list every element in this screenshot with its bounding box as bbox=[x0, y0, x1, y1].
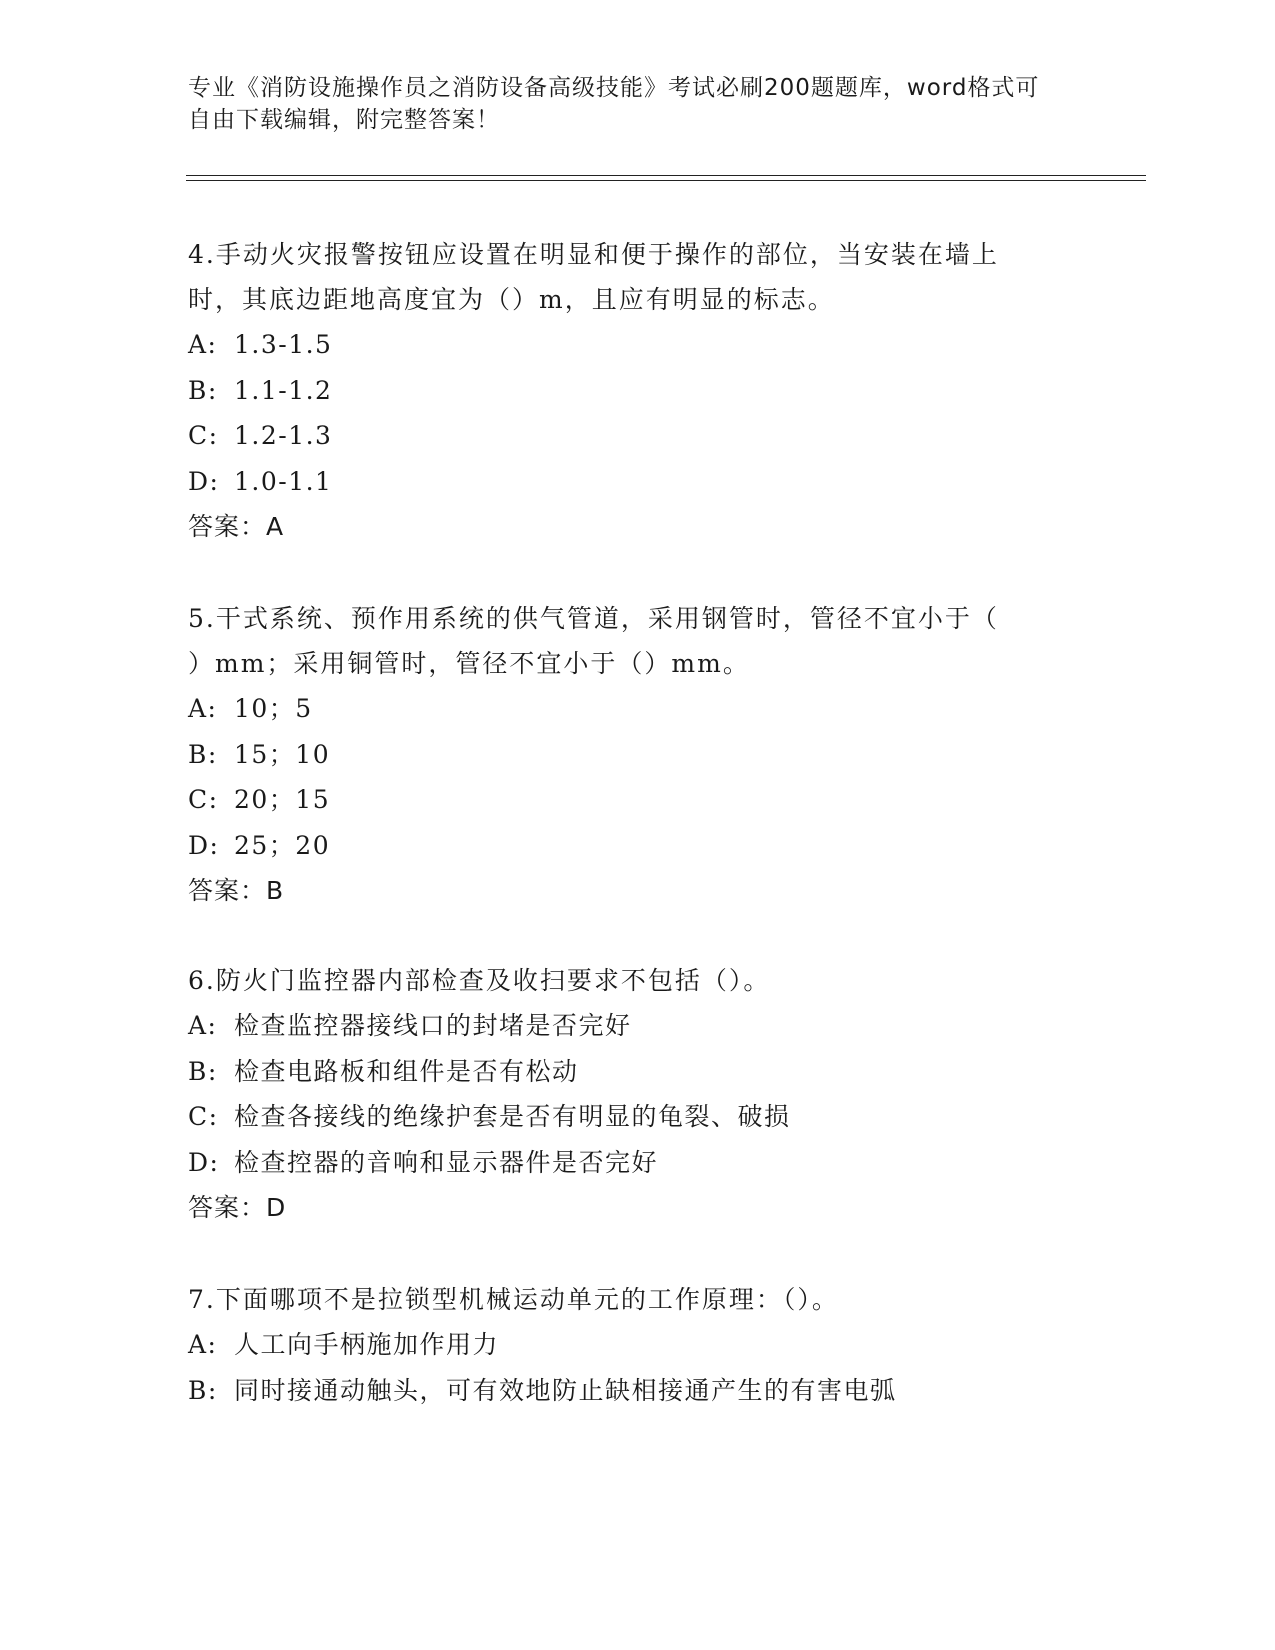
header-divider-top bbox=[186, 175, 1146, 176]
header-line-2: 自由下载编辑，附完整答案！ bbox=[188, 107, 500, 133]
option-text: 检查监控器接线口的封堵是否完好 bbox=[234, 1011, 632, 1040]
option-text: 同时接通动触头，可有效地防止缺相接通产生的有害电弧 bbox=[234, 1375, 897, 1405]
option-a bbox=[188, 322, 1088, 368]
option-text: 1.1-1.2 bbox=[234, 375, 333, 405]
option-b bbox=[188, 1049, 1088, 1095]
option-key: C: bbox=[188, 785, 219, 814]
question-stem bbox=[188, 232, 1088, 322]
question-stem bbox=[188, 958, 1088, 1003]
option-key: C: bbox=[188, 1102, 219, 1131]
answer: 答案：A bbox=[188, 512, 285, 541]
option-key: A: bbox=[188, 1330, 218, 1359]
question-stem bbox=[188, 596, 1088, 686]
option-text: 检查各接线的绝缘护套是否有明显的龟裂、破损 bbox=[234, 1102, 791, 1131]
option-c bbox=[188, 1094, 1088, 1140]
question-stem-line: 5.干式系统、预作用系统的供气管道，采用钢管时，管径不宜小于（ bbox=[188, 604, 999, 633]
option-b bbox=[188, 368, 1088, 414]
option-text: 检查控器的音响和显示器件是否完好 bbox=[234, 1147, 659, 1177]
option-text: 1.0-1.1 bbox=[234, 466, 333, 496]
question-stem-line: 4.手动火灾报警按钮应设置在明显和便于操作的部位，当安装在墙上 bbox=[188, 240, 999, 269]
question-4 bbox=[188, 232, 1088, 549]
option-b bbox=[188, 732, 1088, 778]
question-stem bbox=[188, 1277, 1088, 1322]
option-key: B: bbox=[188, 375, 218, 405]
answer: 答案：B bbox=[188, 876, 285, 905]
option-d bbox=[188, 1140, 1088, 1186]
question-stem-line: 6.防火门监控器内部检查及收扫要求不包括（）。 bbox=[188, 966, 771, 995]
option-text: 检查电路板和组件是否有松动 bbox=[234, 1056, 579, 1086]
document-header bbox=[188, 72, 1068, 136]
header-divider-bottom bbox=[186, 180, 1146, 181]
option-text: 25；20 bbox=[234, 830, 331, 860]
option-key: B: bbox=[188, 1375, 218, 1405]
option-key: A: bbox=[188, 1011, 218, 1040]
header-line-1: 专业《消防设施操作员之消防设备高级技能》考试必刷200题题库，word格式可 bbox=[188, 75, 1040, 101]
question-5 bbox=[188, 596, 1088, 913]
question-6 bbox=[188, 958, 1088, 1230]
option-b bbox=[188, 1368, 1088, 1414]
option-text: 1.3-1.5 bbox=[234, 330, 333, 359]
question-7 bbox=[188, 1277, 1088, 1413]
option-text: 20；15 bbox=[234, 785, 331, 814]
option-text: 1.2-1.3 bbox=[234, 421, 333, 450]
option-key: D: bbox=[188, 830, 220, 860]
option-a bbox=[188, 1003, 1088, 1049]
option-key: C: bbox=[188, 421, 219, 450]
option-text: 10；5 bbox=[234, 694, 313, 723]
option-key: D: bbox=[188, 1147, 220, 1177]
option-a bbox=[188, 686, 1088, 732]
option-key: D: bbox=[188, 466, 220, 496]
option-d bbox=[188, 823, 1088, 869]
option-text: 15；10 bbox=[234, 739, 331, 769]
option-key: B: bbox=[188, 739, 218, 769]
option-c bbox=[188, 777, 1088, 823]
option-key: A: bbox=[188, 694, 218, 723]
option-key: A: bbox=[188, 330, 218, 359]
option-text: 人工向手柄施加作用力 bbox=[234, 1330, 500, 1359]
question-stem-line: 时，其底边距地高度宜为（）m，且应有明显的标志。 bbox=[188, 285, 835, 314]
option-a bbox=[188, 1322, 1088, 1368]
answer: 答案：D bbox=[188, 1193, 287, 1222]
option-key: B: bbox=[188, 1056, 218, 1086]
option-d bbox=[188, 459, 1088, 505]
question-stem-line: 7.下面哪项不是拉锁型机械运动单元的工作原理：（）。 bbox=[188, 1285, 839, 1314]
option-c bbox=[188, 413, 1088, 459]
question-stem-line: ）mm；采用铜管时，管径不宜小于（）mm。 bbox=[188, 649, 750, 678]
